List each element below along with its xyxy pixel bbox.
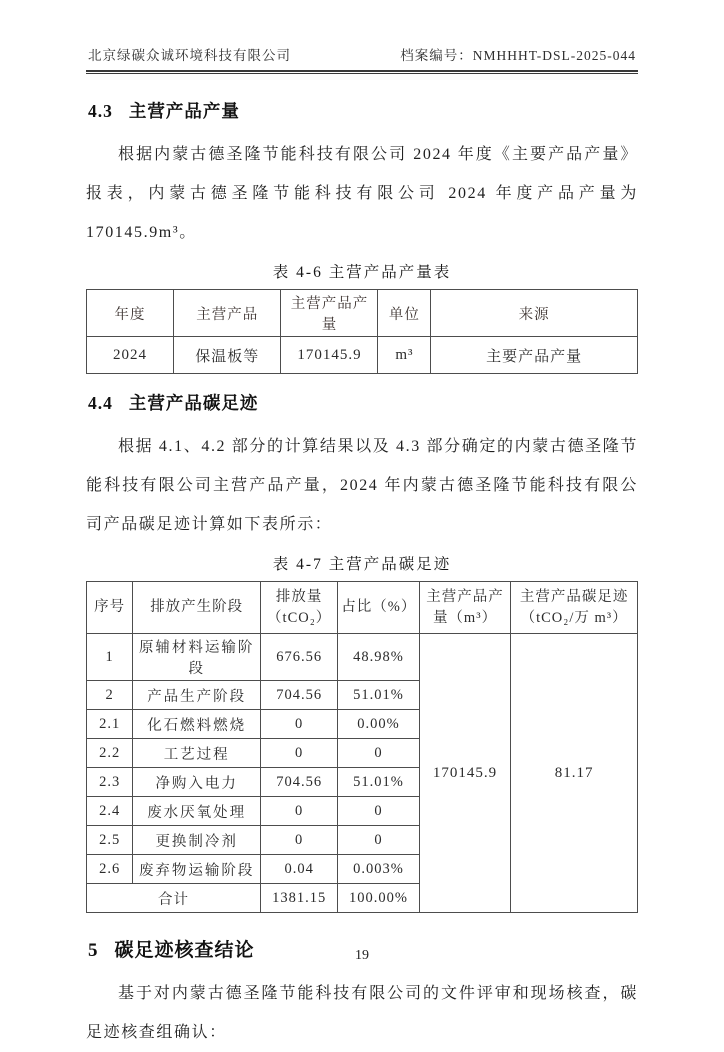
- section-5-paragraph: 基于对内蒙古德圣隆节能科技有限公司的文件评审和现场核查，碳足迹核查组确认：: [86, 985, 638, 1041]
- table-row: [87, 337, 638, 374]
- table-cell: 2.6: [87, 855, 133, 884]
- table-cell: 0: [261, 710, 338, 739]
- table-cell: 2024: [87, 337, 174, 374]
- section-4-4-title: 主营产品碳足迹: [128, 393, 259, 413]
- table-cell: 0.003%: [338, 855, 420, 884]
- table-header-cell: 单位: [378, 290, 431, 337]
- table-cell: 净购入电力: [133, 768, 261, 797]
- section-4-3-heading: [86, 98, 638, 123]
- merged-production-cell: 170145.9: [419, 634, 510, 913]
- table-cell: 0: [261, 826, 338, 855]
- table-cell: m³: [378, 337, 431, 374]
- table-header-cell: 排放产生阶段: [133, 582, 261, 634]
- table-cell: 51.01%: [338, 681, 420, 710]
- header-line: 量（m³）: [432, 609, 498, 626]
- table-cell: 170145.9: [281, 337, 378, 374]
- table-cell: 48.98%: [338, 634, 420, 681]
- table-4-6: [86, 289, 638, 374]
- page-number: 19: [355, 948, 369, 963]
- header-line: 主营产品产: [426, 588, 504, 605]
- merged-footprint-cell: 81.17: [511, 634, 638, 913]
- table-cell: 1: [87, 634, 133, 681]
- section-4-4-number: 4.4: [88, 393, 113, 413]
- header-line: 排放量: [275, 588, 323, 605]
- table-cell: 0.04: [261, 855, 338, 884]
- total-emission-cell: 1381.15: [261, 884, 338, 913]
- table-cell: 676.56: [261, 634, 338, 681]
- table-header-cell: 年度: [87, 290, 174, 337]
- table-cell: 2: [87, 681, 133, 710]
- table-header-cell: 主营产品: [174, 290, 281, 337]
- table-cell: 更换制冷剂: [133, 826, 261, 855]
- header-divider: [86, 70, 638, 74]
- table-header-cell: [511, 582, 638, 634]
- total-label-cell: 合计: [87, 884, 261, 913]
- table-4-7: [86, 581, 638, 913]
- table-cell: 2.5: [87, 826, 133, 855]
- table-cell: 2.2: [87, 739, 133, 768]
- table-cell: 2.4: [87, 797, 133, 826]
- table-cell: 2.3: [87, 768, 133, 797]
- table-cell: 原辅材料运输阶段: [133, 634, 261, 681]
- table-header-cell: 主营产品产量: [281, 290, 378, 337]
- table-cell: 主要产品产量: [431, 337, 638, 374]
- table-cell: 化石燃料燃烧: [133, 710, 261, 739]
- table-4-6-caption: 表 4-6 主营产品产量表: [272, 264, 452, 281]
- total-share-cell: 100.00%: [338, 884, 420, 913]
- header-file-number: 档案编号：NMHHHT-DSL-2025-044: [400, 48, 636, 63]
- table-header-cell: 序号: [87, 582, 133, 634]
- running-header: [86, 44, 638, 70]
- table-cell: 0: [261, 797, 338, 826]
- section-4-3-number: 4.3: [88, 101, 113, 121]
- section-4-4-heading: [86, 390, 638, 415]
- section-4-3-paragraph: 根据内蒙古德圣隆节能科技有限公司 2024 年度《主要产品产量》报表，内蒙古德圣隆节能科技有限公司 2024 年度产品产量为 170145.9m³。: [86, 146, 638, 241]
- section-4-4-paragraph: 根据 4.1、4.2 部分的计算结果以及 4.3 部分确定的内蒙古德圣隆节能科技有限公司主营产品产量，2024 年内蒙古德圣隆节能科技有限公司产品碳足迹计算如下表所示：: [86, 438, 638, 533]
- table-header-cell: 占比（%）: [338, 582, 420, 634]
- table-4-6-header-row: [87, 290, 638, 337]
- header-company-name: 北京绿碳众诚环境科技有限公司: [88, 48, 291, 63]
- header-line: （tCO₂/万 m³）: [520, 609, 628, 626]
- table-4-7-caption: 表 4-7 主营产品碳足迹: [272, 556, 452, 573]
- section-5-title: 碳足迹核查结论: [114, 940, 255, 961]
- table-4-7-header-row: [87, 582, 638, 634]
- table-cell: 704.56: [261, 681, 338, 710]
- table-cell: 704.56: [261, 768, 338, 797]
- table-cell: 废弃物运输阶段: [133, 855, 261, 884]
- table-cell: 保温板等: [174, 337, 281, 374]
- table-cell: 产品生产阶段: [133, 681, 261, 710]
- table-cell: 工艺过程: [133, 739, 261, 768]
- table-header-cell: 来源: [431, 290, 638, 337]
- section-5-number: 5: [88, 940, 99, 961]
- header-line: 主营产品碳足迹: [519, 588, 629, 605]
- table-cell: 0: [338, 797, 420, 826]
- table-cell: 0: [338, 739, 420, 768]
- table-cell: 2.1: [87, 710, 133, 739]
- table-cell: 0.00%: [338, 710, 420, 739]
- table-cell: 废水厌氧处理: [133, 797, 261, 826]
- table-header-cell: [261, 582, 338, 634]
- table-cell: 51.01%: [338, 768, 420, 797]
- table-header-cell: [419, 582, 510, 634]
- table-cell: 0: [261, 739, 338, 768]
- section-4-3-title: 主营产品产量: [128, 101, 240, 121]
- table-row: [87, 634, 638, 681]
- header-line: （tCO₂）: [267, 609, 332, 626]
- table-cell: 0: [338, 826, 420, 855]
